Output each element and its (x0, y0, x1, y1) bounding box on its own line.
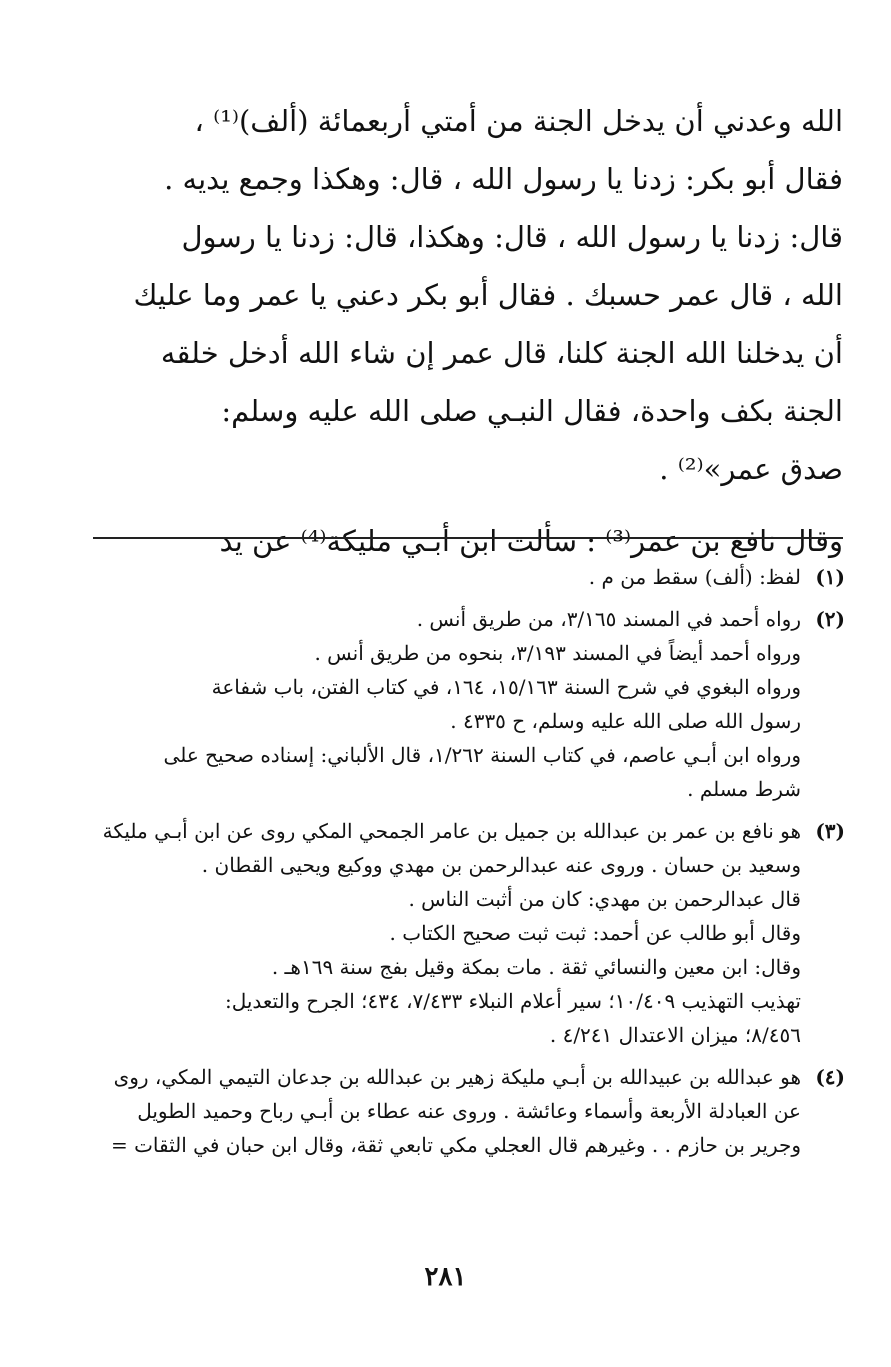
footnote-line: ورواه ابن أبـي عاصم، في كتاب السنة ١/٢٦٢، قال الألباني: إسناده صحيح على (163, 743, 801, 767)
footnote-number: (٣) (815, 819, 845, 843)
main-line: قال: زدنا يا رسول الله ، قال: وهكذا، قال: زدنا يا رسول (181, 220, 843, 254)
main-line: صدق عمر»⁽²⁾ . (659, 452, 843, 486)
footnote-3 (93, 814, 845, 1052)
page-number: ٢٨١ (424, 1262, 467, 1292)
footnote-separator (93, 537, 843, 539)
main-line: الله ، قال عمر حسبك . فقال أبو بكر دعني يا عمر وما عليك (133, 278, 843, 312)
main-line: فقال أبو بكر: زدنا يا رسول الله ، قال: وهكذا وجمع يديه . (164, 162, 843, 196)
footnote-line: تهذيب التهذيب ١٠/٤٠٩؛ سير أعلام النبلاء ٧/٤٣٣، ٤٣٤؛ الجرح والتعديل: (224, 989, 801, 1013)
main-line: وقال نافع بن عمر⁽³⁾ : سألت ابن أبـي مليكة⁽⁴⁾ عن يد (219, 524, 843, 558)
footnote-number: (٢) (815, 607, 845, 631)
footnote-line: وقال: ابن معين والنسائي ثقة . مات بمكة وقيل بفج سنة ١٦٩هـ . (271, 955, 801, 979)
footnotes (93, 560, 845, 1170)
footnote-line: هو عبدالله بن عبيدالله بن أبـي مليكة زهير بن عبدالله بن جدعان التيمي المكي، روى (113, 1065, 801, 1089)
footnote-line: وسعيد بن حسان . وروى عنه عبدالرحمن بن مهدي ووكيع ويحيى القطان . (201, 853, 801, 877)
main-text (133, 92, 843, 570)
footnote-number: (٤) (815, 1065, 845, 1089)
footnote-line: عن العبادلة الأربعة وأسماء وعائشة . وروى عنه عطاء بن أبـي رباح وحميد الطويل (137, 1099, 801, 1123)
footnote-number: (١) (815, 565, 845, 589)
main-line: الله وعدني أن يدخل الجنة من أمتي أربعمائة (ألف)⁽¹⁾ ، (194, 104, 843, 138)
footnote-line: ورواه أحمد أيضاً في المسند ٣/١٩٣، بنحوه من طريق أنس . (314, 641, 801, 665)
footnote-line: رواه أحمد في المسند ٣/١٦٥، من طريق أنس . (416, 607, 801, 631)
footnote-2 (93, 602, 845, 806)
footnote-1 (93, 560, 845, 594)
main-line: الجنة بكف واحدة، فقال النبـي صلى الله عليه وسلم: (221, 394, 843, 428)
footnote-line: قال عبدالرحمن بن مهدي: كان من أثبت الناس . (408, 887, 801, 911)
footnote-line: وجرير بن حازم . . وغيرهم قال العجلي مكي تابعي ثقة، وقال ابن حبان في الثقات = (110, 1133, 801, 1157)
footnote-line: هو نافع بن عمر بن عبدالله بن جميل بن عامر الجمحي المكي روى عن ابن أبـي مليكة (102, 819, 801, 843)
main-line: أن يدخلنا الله الجنة كلنا، قال عمر إن شاء الله أدخل خلقه (160, 336, 843, 370)
footnote-line: ٨/٤٥٦؛ ميزان الاعتدال ٤/٢٤١ . (549, 1023, 801, 1047)
footnote-line: وقال أبو طالب عن أحمد: ثبت ثبت صحيح الكتاب . (389, 921, 801, 945)
footnote-4 (93, 1060, 845, 1162)
footnote-line: رسول الله صلى الله عليه وسلم، ح ٤٣٣٥ . (450, 709, 801, 733)
footnote-line: شرط مسلم . (687, 777, 801, 801)
footnote-line: لفظ: (ألف) سقط من م . (588, 565, 801, 589)
footnote-line: ورواه البغوي في شرح السنة ١٥/١٦٣، ١٦٤، في كتاب الفتن، باب شفاعة (211, 675, 801, 699)
